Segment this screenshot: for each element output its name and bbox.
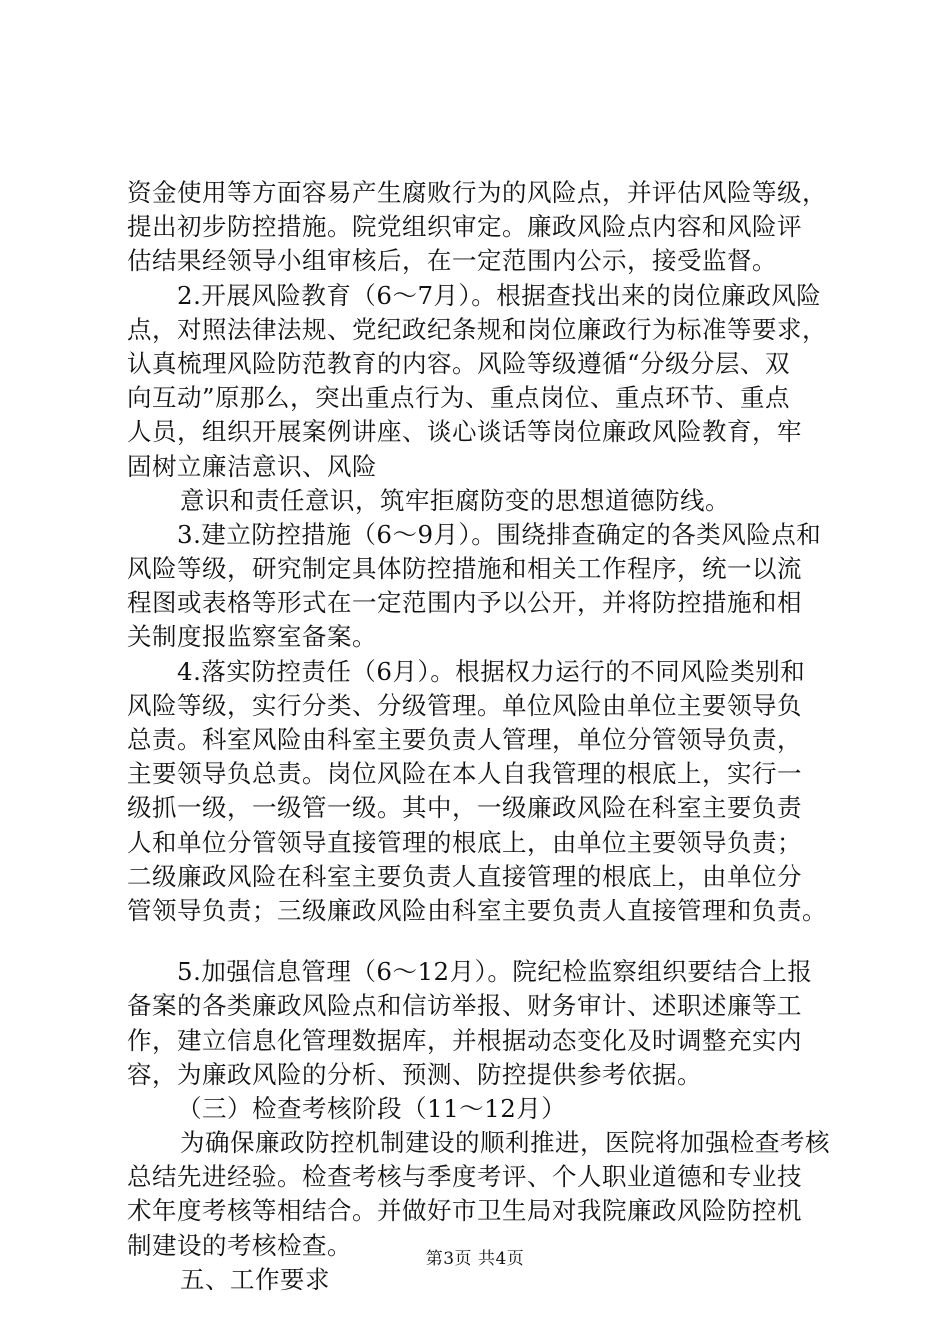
text-line: 认真梳理风险防范教育的内容。风险等级遵循“分级分层、双 (127, 348, 791, 378)
text-line: 风险等级，研究制定具体防控措施和相关工作程序，统一以流 (127, 554, 802, 584)
text-line: 总责。科室风险由科室主要负责人管理，单位分管领导负责， (127, 725, 802, 754)
text-line: 人和单位分管领导直接管理的根底上，由单位主要领导负责； (127, 827, 802, 857)
text-line: 关制度报监察室备案。 (127, 622, 377, 652)
text-line: 为确保廉政防控机制建设的顺利推进，医院将加强检查考核 (180, 1128, 830, 1158)
text-line: 总结先进经验。检查考核与季度考评、个人职业道德和专业技 (127, 1162, 802, 1192)
text-line: 估结果经领导小组审核后，在一定范围内公示，接受监督。 (127, 246, 777, 276)
text-line: 5.加强信息管理（6～12月）。院纪检监察组织要结合上报 (177, 957, 813, 987)
text-line: 意识和责任意识，筑牢拒腐防变的思想道德防线。 (180, 485, 730, 515)
text-line: 3.建立防控措施（6～9月）。围绕排查确定的各类风险点和 (177, 519, 822, 549)
text-line: 容，为廉政风险的分析、预测、防控提供参考依据。 (127, 1059, 702, 1089)
text-line: 2.开展风险教育（6～7月）。根据查找出来的岗位廉政风险 (177, 280, 822, 310)
text-line: 术年度考核等相结合。并做好市卫生局对我院廉政风险防控机 (127, 1196, 802, 1226)
text-line: 风险等级，实行分类、分级管理。单位风险由单位主要领导负 (127, 690, 802, 720)
text-line: 向互动”原那么，突出重点行为、重点岗位、重点环节、重点 (127, 383, 791, 413)
text-line: 人员，组织开展案例讲座、谈心谈话等岗位廉政风险教育，牢 (127, 417, 802, 447)
section-heading: （三）检查考核阶段（11～12月） (177, 1093, 567, 1123)
section-heading: 五、工作要求 (180, 1264, 330, 1294)
text-line: 资金使用等方面容易产生腐败行为的风险点，并评估风险等级， (127, 178, 827, 207)
text-line: 固树立廉洁意识、风险 (127, 451, 377, 481)
text-line: 程图或表格等形式在一定范围内予以公开，并将防控措施和相 (127, 588, 802, 618)
text-line: 作，建立信息化管理数据库，并根据动态变化及时调整充实内 (127, 1025, 802, 1055)
text-line: 主要领导负总责。岗位风险在本人自我管理的根底上，实行一 (127, 759, 802, 789)
text-line: 制建设的考核检查。 (127, 1230, 352, 1260)
text-line: 二级廉政风险在科室主要负责人直接管理的根底上，由单位分 (127, 861, 802, 891)
page-footer: 第3页 共4页 (425, 1249, 525, 1269)
text-line: 级抓一级，一级管一级。其中，一级廉政风险在科室主要负责 (127, 793, 802, 823)
paragraph-gap (127, 928, 857, 955)
text-line: 提出初步防控措施。院党组织审定。廉政风险点内容和风险评 (127, 212, 802, 242)
text-line: 4.落实防控责任（6月）。根据权力运行的不同风险类别和 (177, 656, 806, 686)
document-body (127, 176, 857, 1297)
text-line: 备案的各类廉政风险点和信访举报、财务审计、述职述廉等工 (127, 991, 802, 1021)
text-line: 管领导负责；三级廉政风险由科室主要负责人直接管理和负责。 (127, 895, 827, 925)
text-line: 点，对照法律法规、党纪政纪条规和岗位廉政行为标准等要求， (127, 314, 827, 344)
